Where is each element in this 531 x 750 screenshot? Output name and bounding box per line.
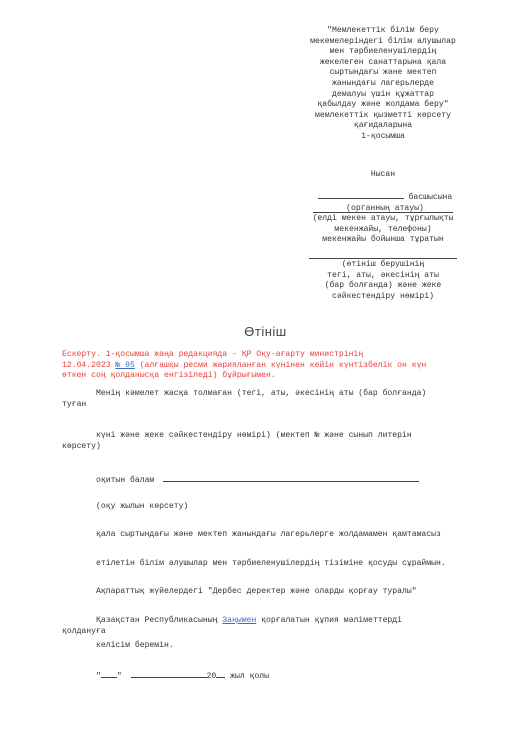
body-p4: (оқу жылын көрсету) — [96, 502, 189, 511]
sign-quote-open: " — [96, 672, 101, 681]
addressee-residence — [302, 212, 464, 246]
addressee-applicant — [302, 258, 464, 302]
sign-quote-close: " — [116, 672, 122, 681]
applicant-caption-line: сәйкестендіру нөмірі) — [332, 291, 434, 301]
body-p8-line1 — [96, 616, 402, 627]
body-p8-line2: қолдануға — [62, 627, 106, 636]
resident-caption-line: мекенжайы, телефоны) — [334, 224, 432, 234]
organ-name-blank — [318, 190, 404, 199]
appendix-line: 1-қосымша — [361, 131, 405, 141]
appendix-line: мен тәрбиеленушілердің — [329, 47, 437, 57]
year-blank — [216, 669, 225, 678]
child-studying-label: оқитын балам — [96, 476, 155, 485]
note-line-1: Ескерту. 1-қосымша жаңа редакцияда - ҚР Оқу-ағарту министрінің — [62, 350, 364, 359]
applicant-caption-line: (өтініш берушінің — [341, 260, 425, 269]
appendix-line: қағидаларына — [353, 121, 413, 131]
body-p8-suffix: қорғалатын құпия мәліметтерді — [256, 616, 403, 625]
appendix-line: жекелеген санаттарына қала — [319, 57, 447, 67]
head-suffix: басшысына — [408, 193, 453, 202]
law-link[interactable]: Заңымен — [222, 616, 257, 625]
appendix-line: демалуы үшін құжаттар — [332, 89, 434, 99]
note-line-2 — [62, 361, 482, 372]
applicant-blank — [309, 258, 457, 259]
body-p7: Ақпараттық жүйелердегі "Дербес деректер және оларды қорғау туралы" — [96, 587, 417, 596]
body-p5: қала сыртындағы және мектеп жанындағы лагерьлерге жолдамамен қамтамасыз — [96, 530, 441, 539]
note-line-2-suffix: (алғашқы ресми жарияланған күнінен кейін күнтізбелік он күн — [134, 360, 427, 370]
appendix-line: "Мемлекеттік білім беру — [327, 26, 439, 35]
day-blank — [101, 669, 117, 678]
child-name-blank — [163, 473, 419, 482]
organ-caption: (органның атауы) — [346, 203, 424, 213]
note-line-3: өткен соң қолданысқа енгізіледі) бұйрығымен. — [62, 371, 276, 381]
body-p9: келісім беремін. — [96, 641, 174, 650]
form-label: Нысан — [370, 170, 396, 179]
document-title: Өтініш — [244, 324, 287, 339]
resident-caption-line: мекенжайы бойынша тұратын — [322, 235, 444, 245]
appendix-line: қабылдау және жолдама беру" — [317, 100, 449, 110]
residence-blank — [313, 212, 453, 213]
sign-tail: жыл қолы — [230, 672, 270, 681]
signature-line — [96, 669, 269, 683]
body-p2-line1: күні және жеке сәйкестендіру нөмірі) (мектеп № және сынып литерін — [96, 431, 412, 440]
appendix-line: жанындағы лагерьлерде — [332, 78, 434, 88]
applicant-caption-line: тегі, аты, әкесінің аты — [327, 270, 439, 280]
amendment-note — [62, 350, 482, 382]
addressee-head — [310, 190, 460, 214]
note-date: 12.04.2023 — [62, 360, 111, 370]
applicant-caption-line: (бар болғанда) және жеке — [324, 281, 442, 291]
appendix-line: сыртындағы және мектеп — [329, 68, 437, 78]
body-p3 — [96, 473, 419, 487]
month-blank — [131, 669, 207, 678]
body-p1-line1: Менің кәмелет жасқа толмаған (тегі, аты, әкесінің аты (бар болғанда) — [96, 389, 427, 398]
body-p2-line2: көрсету) — [62, 442, 101, 451]
resident-caption-line: (елді мекен атауы, тұрғылықты — [312, 214, 454, 223]
body-p6: етілетін білім алушылар мен тәрбиеленушілердің тізіміне қосуды сұраймын. — [96, 559, 446, 568]
appendix-reference — [282, 26, 484, 143]
sign-year: 20 — [206, 672, 217, 681]
appendix-line: мемлекеттік қызметті көрсету — [315, 110, 451, 120]
body-p1-line2: туған — [62, 400, 87, 409]
order-95-link[interactable]: № 95 — [115, 360, 135, 370]
appendix-line: мекемелеріндегі білім алушылар — [310, 36, 456, 46]
body-p8-prefix: Қазақстан Республикасының — [96, 616, 223, 625]
